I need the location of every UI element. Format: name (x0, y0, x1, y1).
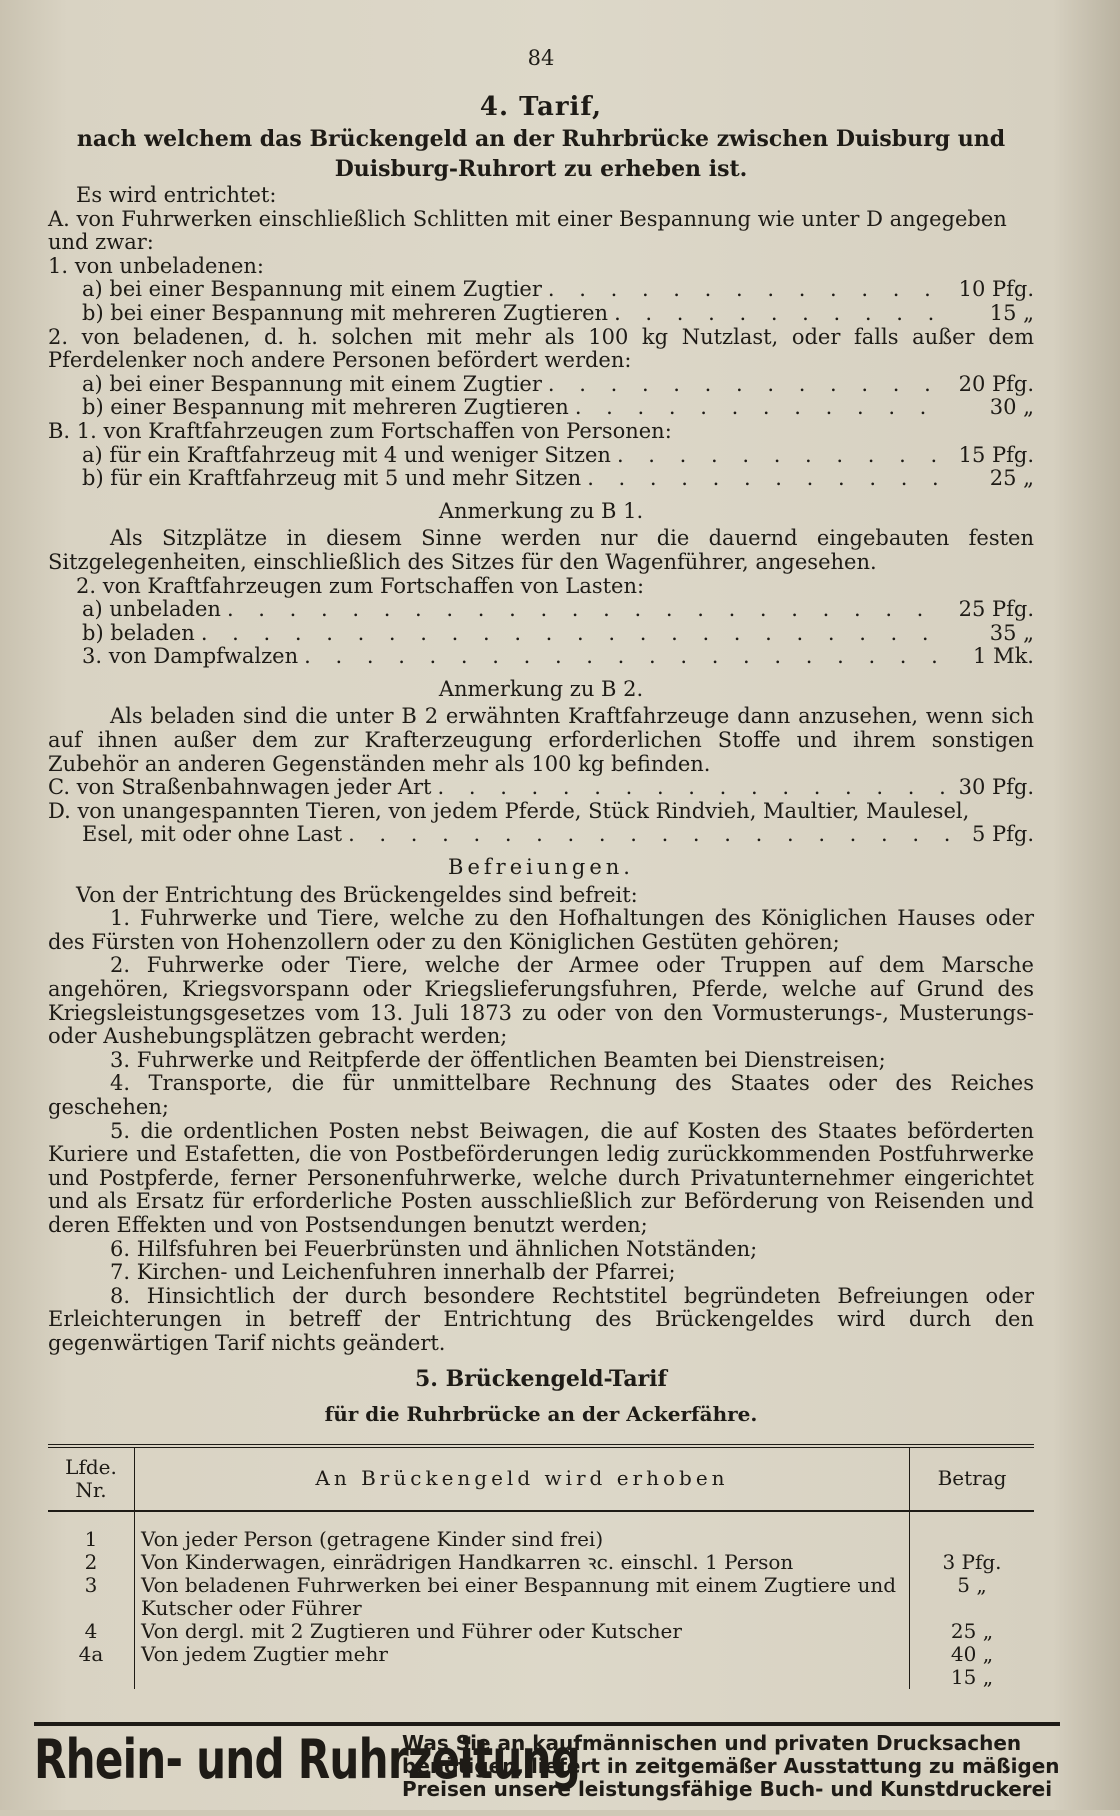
line-text: a) unbeladen (82, 597, 221, 622)
line-amount: 5 Pfg. (971, 822, 1034, 847)
line-amount: 15 Pfg. (958, 442, 1034, 467)
line-text: a) für ein Kraftfahrzeug mit 4 und weniger Sitzen (82, 442, 611, 467)
paragraph-B2: 2. von Kraftfahrzeugen zum Fortschaffen von Lasten: (76, 573, 645, 598)
line-amount: 30 Pfg. (958, 775, 1034, 800)
note-B2-heading: Anmerkung zu B 2. (438, 676, 644, 701)
exemptions-intro: Von der Entrichtung des Brückengeldes sind befreit: (76, 882, 638, 907)
leader-dots (304, 645, 950, 669)
exemption-item: 1. Fuhrwerke und Tiere, welche zu den Hofhaltungen des Königlichen Hauses oder des Fürsten von Hohenzollern oder zu den Königlichen Gestüten gehören; (48, 906, 1034, 954)
tariff-line-A1a (48, 278, 1034, 302)
exemption-item: 5. die ordentlichen Posten nebst Beiwagen, die auf Kosten des Staates beförderten Kuriere und Estafetten, die von Postbeförderungen ledig zurückkommenden Postfuhrwerke und Postpferde, ferner Personenfuhrwerke, welche durch Privatunternehmer eingerichtet und als Ersatz für erforderliche Posten ausschließlich zur Beförderung von Reisenden und deren Effekten und von Postsendungen benutzt werden; (48, 1118, 1034, 1237)
cell-amount: 15 „ (910, 1666, 1035, 1689)
paragraph-A: A. von Fuhrwerken einschließlich Schlitten mit einer Bespannung wie unter D angegeben und zwar: (48, 206, 1007, 255)
leader-dots (575, 396, 950, 420)
paragraph-A1: 1. von unbeladenen: (48, 253, 264, 278)
section4-subtitle: nach welchem das Brückengeld an der Ruhrbrücke zwischen Duisburg und Duisburg-Ruhrort zu erheben ist. (76, 126, 1006, 182)
page-number: 84 (527, 46, 555, 70)
cell-text: Von dergl. mit 2 Zugtieren und Führer oder Kutscher (135, 1620, 910, 1643)
table-row (48, 1574, 1034, 1620)
line-text: b) für ein Kraftfahrzeug mit 5 und mehr Sitzen (82, 466, 582, 491)
cell-nr: 4 (84, 1618, 98, 1643)
exemption-item: 4. Transporte, die für unmittelbare Rechnung des Staates oder des Reiches geschehen; (48, 1071, 1034, 1119)
leader-dots (587, 467, 950, 491)
cell-nr: 2 (84, 1549, 98, 1574)
exemption-item: 6. Hilfsfuhren bei Feuerbrünsten und ähnlichen Notständen; (110, 1236, 758, 1261)
leader-dots (614, 302, 950, 326)
tariff-line-A2b (48, 396, 1034, 420)
leader-dots (438, 776, 951, 800)
table-row (48, 1551, 1034, 1574)
line-amount: 10 Pfg. (958, 277, 1034, 302)
line-text: b) einer Bespannung mit mehreren Zugtieren (82, 395, 569, 420)
advertisement-text: Was Sie an kaufmännischen und privaten Drucksachen benötigen, liefert in zeitgemäßer Ausstattung zu mäßigen Preisen unsere leistungsfähige Buch- und Kunstdruckerei (402, 1731, 1060, 1801)
exemptions-heading: Befreiungen. (448, 855, 634, 880)
table-header-row (48, 1446, 1034, 1511)
paragraph-A2: 2. von beladenen, d. h. solchen mit mehr als 100 kg Nutzlast, oder falls außer dem Pferdelenker noch andere Personen befördert werden: (48, 324, 1034, 373)
leader-dots (548, 278, 950, 302)
leader-dots (201, 622, 950, 646)
leader-dots (227, 598, 950, 622)
line-text: C. von Straßenbahnwagen jeder Art (48, 775, 432, 800)
line-amount: 20 Pfg. (958, 371, 1034, 396)
line-text: b) beladen (82, 620, 195, 645)
line-text: 3. von Dampfwalzen (82, 644, 299, 669)
line-text: Esel, mit oder ohne Last (82, 822, 343, 847)
table-row (48, 1511, 1034, 1551)
line-text: a) bei einer Bespannung mit einem Zugtier (82, 371, 542, 396)
cell-text: Von Kinderwagen, einrädrigen Handkarren ꝛc. einschl. 1 Person (135, 1551, 910, 1574)
section5-subtitle: für die Ruhrbrücke an der Ackerfähre. (324, 1401, 758, 1426)
cell-amount: 40 „ (910, 1643, 1035, 1666)
tariff-line-A1b (48, 302, 1034, 326)
cell-nr: 1 (84, 1526, 98, 1551)
note-B1-text: Als Sitzplätze in diesem Sinne werden nur die dauernd eingebauten festen Sitzgelegenheiten, einschließlich des Sitzes für den Wagenführer, angesehen. (48, 526, 1034, 574)
line-amount: 35 „ (989, 620, 1034, 645)
paragraph-B1: B. 1. von Kraftfahrzeugen zum Fortschaffen von Personen: (48, 418, 672, 443)
newspaper-logo: Rhein- und Ruhrzeitung (34, 1728, 581, 1791)
cell-amount: 3 Pfg. (910, 1551, 1035, 1574)
table-row (48, 1643, 1034, 1666)
line-amount: 25 Pfg. (958, 597, 1034, 622)
tariff-line-A2a (48, 373, 1034, 397)
leader-dots (548, 373, 950, 397)
note-B1-heading: Anmerkung zu B 1. (438, 498, 644, 523)
tariff-line-B1b (48, 467, 1034, 491)
tariff-line-C (48, 776, 1034, 800)
exemption-item: 3. Fuhrwerke und Reitpferde der öffentlichen Beamten bei Dienstreisen; (110, 1047, 886, 1072)
paragraph-D: D. von unangespannten Tieren, von jedem Pferde, Stück Rindvieh, Maultier, Maulesel, (48, 798, 970, 823)
cell-text: Von beladenen Fuhrwerken bei einer Bespannung mit einem Zugtiere und Kutscher oder Führer (135, 1574, 910, 1620)
leader-dots (348, 823, 950, 847)
tariff-line-D (48, 823, 1034, 847)
line-amount: 15 „ (989, 300, 1034, 325)
tariff-line-B3 (48, 645, 1034, 669)
tariff-line-B2a (48, 598, 1034, 622)
table-row (48, 1666, 1034, 1689)
column-header-nr: Lfde. Nr. (48, 1446, 135, 1511)
advertisement-banner (34, 1722, 1060, 1816)
exemption-item: 2. Fuhrwerke oder Tiere, welche der Armee oder Truppen auf dem Marsche angehören, Kriegsvorspann oder Kriegslieferungsfuhren, Pferde, welche auf Grund des Kriegsleistungsgesetzes vom 13. Juli 1873 zu oder von den Vormusterungs-, Musterungs- oder Aushebungsplätzen gebracht werden; (48, 953, 1034, 1049)
cell-amount (910, 1511, 1035, 1551)
cell-text: Von jeder Person (getragene Kinder sind frei) (135, 1511, 910, 1551)
cell-amount: 25 „ (910, 1620, 1035, 1643)
line-text: a) bei einer Bespannung mit einem Zugtier (82, 277, 542, 302)
cell-nr: 3 (84, 1572, 98, 1597)
exemption-item: 8. Hinsichtlich der durch besondere Rechtstitel begründeten Befreiungen oder Erleichterungen in betreff der Entrichtung des Brückengeldes wird durch den gegenwärtigen Tarif nichts geändert. (48, 1283, 1034, 1355)
line-amount: 1 Mk. (973, 644, 1034, 669)
exemption-item: 7. Kirchen- und Leichenfuhren innerhalb der Pfarrei; (110, 1260, 676, 1285)
tariff-line-B1a (48, 444, 1034, 468)
note-B2-text: Als beladen sind die unter B 2 erwähnten Kraftfahrzeuge dann anzusehen, wenn sich auf ihnen außer dem zur Krafterzeugung erforderlichen Stoffe und ihrem sonstigen Zubehör an anderen Gegenständen mehr als 100 kg befinden. (48, 704, 1034, 776)
cell-amount: 5 „ (910, 1574, 1035, 1620)
column-header-amount: Betrag (910, 1446, 1035, 1511)
section5-title: 5. Brückengeld-Tarif (415, 1365, 667, 1392)
cell-text (135, 1666, 910, 1689)
intro-text: Es wird entrichtet: (76, 183, 277, 207)
section4-body (48, 184, 1034, 1356)
section4-title: 4. Tarif, (479, 92, 603, 122)
line-amount: 30 „ (989, 395, 1034, 420)
line-text: b) bei einer Bespannung mit mehreren Zugtieren (82, 300, 609, 325)
tariff-line-B2b (48, 622, 1034, 646)
line-amount: 25 „ (989, 466, 1034, 491)
fee-table (48, 1444, 1034, 1689)
leader-dots (617, 444, 950, 468)
cell-nr (48, 1666, 135, 1689)
column-header-description: An Brückengeld wird erhoben (135, 1446, 910, 1511)
table-row (48, 1620, 1034, 1643)
cell-text: Von jedem Zugtier mehr (135, 1643, 910, 1666)
cell-nr: 4a (78, 1641, 104, 1666)
